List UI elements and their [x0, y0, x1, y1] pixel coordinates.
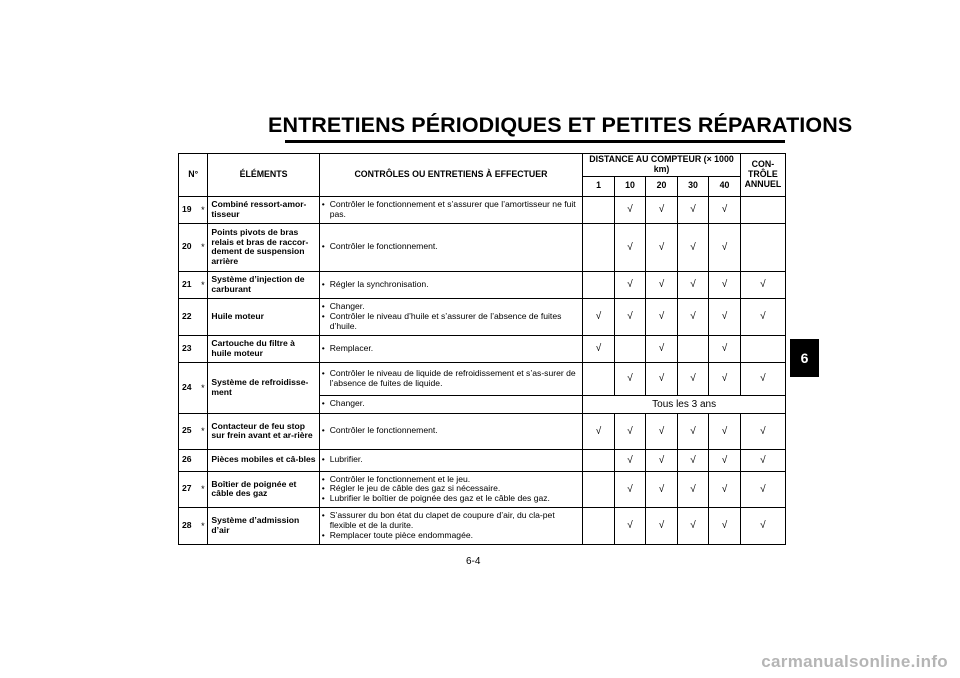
row-element: Boîtier de poignée et câble des gaz: [208, 471, 319, 507]
check-cell: √: [646, 362, 678, 395]
check-cell: √: [740, 471, 785, 507]
action-text: Lubrifier le boîtier de poignée des gaz et le câble des gaz.: [329, 493, 550, 503]
check-cell: √: [614, 449, 646, 471]
check-cell: √: [709, 298, 741, 335]
action-item: [322, 200, 580, 219]
bullet-icon: •: [321, 529, 325, 540]
action-item: [322, 426, 580, 436]
header-distance: DISTANCE AU COMPTEUR (× 1000 km): [583, 154, 741, 177]
check-cell: √: [677, 413, 709, 449]
check-cell: √: [677, 507, 709, 544]
check-cell: √: [646, 449, 678, 471]
check-cell: √: [583, 335, 615, 362]
check-cell: √: [677, 471, 709, 507]
row-number: 27: [179, 471, 199, 507]
row-number: 20: [179, 223, 199, 271]
action-item: [322, 280, 580, 290]
table-row: [179, 271, 786, 298]
bullet-icon: •: [321, 342, 325, 353]
check-cell: √: [646, 335, 678, 362]
dealer-mark: [198, 298, 207, 335]
row-element: Système de refroidisse-ment: [208, 362, 319, 413]
header-elements: ÉLÉMENTS: [208, 154, 319, 197]
bullet-icon: •: [321, 301, 325, 312]
check-cell: [583, 196, 615, 223]
bullet-icon: •: [321, 493, 325, 503]
row-number: 24: [179, 362, 199, 413]
interval-note: Tous les 3 ans: [583, 395, 786, 413]
table-row: [179, 223, 786, 271]
table-row: [179, 362, 786, 395]
check-cell: √: [614, 413, 646, 449]
page-number: 6-4: [466, 556, 481, 567]
row-number: 26: [179, 449, 199, 471]
check-cell: √: [646, 223, 678, 271]
check-cell: [583, 449, 615, 471]
action-item: [322, 399, 580, 409]
action-text: S’assurer du bon état du clapet de coupure d’air, du cla-pet flexible et de la durite.: [329, 510, 555, 530]
row-actions: [319, 271, 583, 298]
check-cell: √: [646, 471, 678, 507]
row-number: 21: [179, 271, 199, 298]
check-cell: √: [709, 271, 741, 298]
row-element: Système d’injection de carburant: [208, 271, 319, 298]
check-cell: √: [740, 362, 785, 395]
check-cell: [583, 362, 615, 395]
check-cell: [740, 223, 785, 271]
check-cell: [583, 471, 615, 507]
check-cell: [583, 223, 615, 271]
check-cell: [583, 271, 615, 298]
title-rule: [285, 140, 785, 143]
watermark: carmanualsonline.info: [761, 652, 948, 671]
action-item: [322, 312, 580, 331]
row-element: Contacteur de feu stop sur frein avant et ar-rière: [208, 413, 319, 449]
bullet-icon: •: [321, 425, 325, 436]
check-cell: √: [709, 362, 741, 395]
header-km-30: 30: [677, 176, 709, 196]
check-cell: √: [677, 298, 709, 335]
row-actions: [319, 395, 583, 413]
action-text: Contrôler le niveau de liquide de refroidissement et s’as-surer de l’absence de fuites de liquide.: [329, 368, 576, 388]
check-cell: √: [740, 413, 785, 449]
check-cell: √: [646, 413, 678, 449]
row-number: 28: [179, 507, 199, 544]
row-actions: [319, 362, 583, 395]
check-cell: √: [677, 362, 709, 395]
check-cell: [677, 335, 709, 362]
check-cell: √: [614, 471, 646, 507]
bullet-icon: •: [321, 241, 325, 252]
check-cell: √: [709, 507, 741, 544]
table-row: [179, 507, 786, 544]
action-item: [322, 455, 580, 465]
bullet-icon: •: [321, 454, 325, 465]
dealer-mark: *: [198, 413, 207, 449]
bullet-icon: •: [321, 483, 325, 494]
action-text: Contrôler le niveau d’huile et s’assurer de l’absence de fuites d’huile.: [329, 310, 562, 331]
check-cell: √: [677, 271, 709, 298]
check-cell: √: [614, 362, 646, 395]
action-item: [322, 344, 580, 354]
check-cell: √: [583, 298, 615, 335]
bullet-icon: •: [321, 199, 325, 210]
action-text: Changer.: [329, 398, 365, 409]
check-cell: √: [646, 298, 678, 335]
row-element: Cartouche du filtre à huile moteur: [208, 335, 319, 362]
check-cell: √: [709, 413, 741, 449]
action-item: [322, 242, 580, 252]
check-cell: [583, 507, 615, 544]
row-number: 23: [179, 335, 199, 362]
header-km-20: 20: [646, 176, 678, 196]
check-cell: √: [709, 335, 741, 362]
header-no: N°: [179, 154, 208, 197]
action-text: Contrôler le fonctionnement et s’assurer que l’amortisseur ne fuit pas.: [329, 199, 576, 219]
dealer-mark: *: [198, 196, 207, 223]
action-text: Changer.: [329, 301, 365, 312]
action-text: Régler la synchronisation.: [329, 278, 429, 289]
table-row: [179, 196, 786, 223]
bullet-icon: •: [321, 510, 325, 521]
check-cell: √: [646, 196, 678, 223]
action-text: Contrôler le fonctionnement.: [329, 241, 438, 252]
bullet-icon: •: [321, 310, 325, 321]
row-actions: [319, 413, 583, 449]
action-text: Contrôler le fonctionnement.: [329, 425, 438, 436]
table-row: [179, 449, 786, 471]
row-actions: [319, 223, 583, 271]
header-km-10: 10: [614, 176, 646, 196]
check-cell: √: [709, 471, 741, 507]
check-cell: √: [614, 223, 646, 271]
check-cell: √: [646, 507, 678, 544]
check-cell: √: [740, 271, 785, 298]
chapter-tab: 6: [790, 339, 819, 377]
action-item: [322, 369, 580, 388]
check-cell: √: [677, 449, 709, 471]
header-km-1: 1: [583, 176, 615, 196]
check-cell: √: [614, 196, 646, 223]
row-actions: [319, 449, 583, 471]
row-number: 22: [179, 298, 199, 335]
action-text: Remplacer toute pièce endommagée.: [329, 529, 474, 540]
action-item: [322, 494, 580, 504]
row-actions: [319, 507, 583, 544]
row-actions: [319, 196, 583, 223]
row-number: 25: [179, 413, 199, 449]
bullet-icon: •: [321, 398, 325, 409]
bullet-icon: •: [321, 368, 325, 379]
header-km-40: 40: [709, 176, 741, 196]
dealer-mark: *: [198, 223, 207, 271]
action-item: [322, 531, 580, 541]
row-element: Pièces mobiles et câ-bles: [208, 449, 319, 471]
table-body: [179, 196, 786, 544]
dealer-mark: *: [198, 507, 207, 544]
check-cell: [614, 335, 646, 362]
bullet-icon: •: [321, 473, 325, 484]
action-text: Lubrifier.: [329, 454, 363, 465]
table-row: [179, 413, 786, 449]
action-item: [322, 511, 580, 530]
row-element: Système d’admission d’air: [208, 507, 319, 544]
row-element: Points pivots de bras relais et bras de raccor-dement de suspension arrière: [208, 223, 319, 271]
header-annual: CON-TRÔLE ANNUEL: [740, 154, 785, 197]
row-element: Combiné ressort-amor-tisseur: [208, 196, 319, 223]
check-cell: √: [709, 196, 741, 223]
check-cell: √: [614, 507, 646, 544]
check-cell: [740, 196, 785, 223]
check-cell: √: [583, 413, 615, 449]
action-text: Régler le jeu de câble des gaz si nécessaire.: [329, 483, 501, 494]
check-cell: [740, 335, 785, 362]
table-row: [179, 471, 786, 507]
page-title: ENTRETIENS PÉRIODIQUES ET PETITES RÉPARATIONS: [268, 113, 853, 137]
check-cell: √: [740, 449, 785, 471]
row-actions: [319, 335, 583, 362]
check-cell: √: [709, 223, 741, 271]
dealer-mark: [198, 335, 207, 362]
dealer-mark: [198, 449, 207, 471]
dealer-mark: *: [198, 362, 207, 413]
maintenance-table: [178, 153, 786, 545]
check-cell: √: [614, 298, 646, 335]
check-cell: √: [646, 271, 678, 298]
bullet-icon: •: [321, 278, 325, 289]
check-cell: √: [740, 507, 785, 544]
dealer-mark: *: [198, 271, 207, 298]
check-cell: √: [677, 196, 709, 223]
row-element: Huile moteur: [208, 298, 319, 335]
action-text: Remplacer.: [329, 342, 374, 353]
row-actions: [319, 471, 583, 507]
check-cell: √: [614, 271, 646, 298]
table-row: [179, 335, 786, 362]
check-cell: √: [677, 223, 709, 271]
check-cell: √: [740, 298, 785, 335]
table-row: [179, 298, 786, 335]
row-actions: [319, 298, 583, 335]
action-text: Contrôler le fonctionnement et le jeu.: [329, 473, 471, 484]
dealer-mark: *: [198, 471, 207, 507]
row-number: 19: [179, 196, 199, 223]
check-cell: √: [709, 449, 741, 471]
header-actions: CONTRÔLES OU ENTRETIENS À EFFECTUER: [319, 154, 583, 197]
